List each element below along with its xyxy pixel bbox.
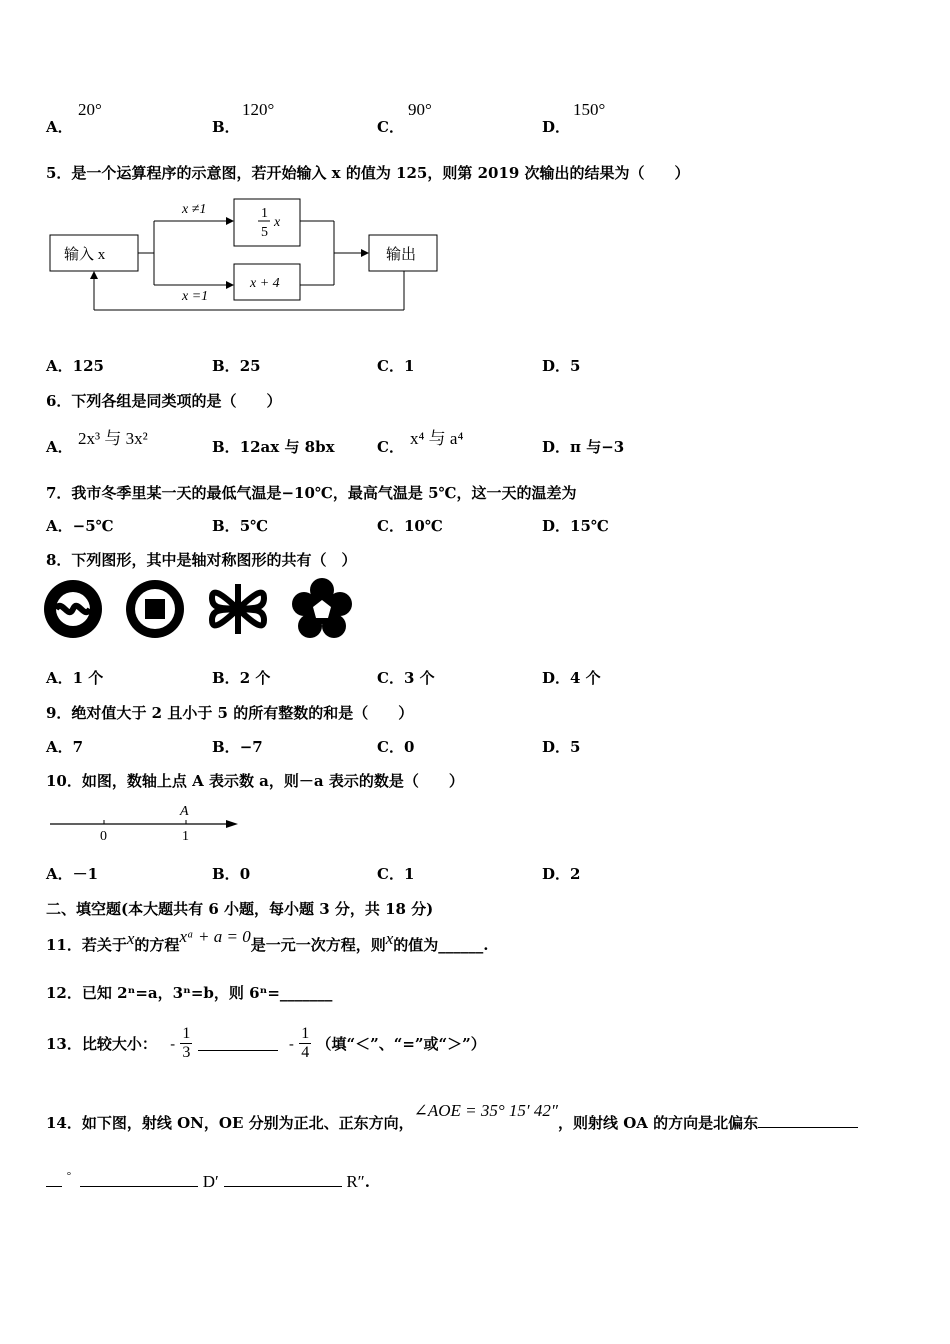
q12: 12．已知 2ⁿ=a，3ⁿ=b，则 6ⁿ=_______ [46, 984, 333, 1002]
q8-option-c: C．3 个 [377, 669, 435, 687]
flow-box-top-den: 5 [261, 225, 268, 240]
flow-input-label: 输入 x [64, 247, 106, 263]
q9-option-d: D．5 [542, 738, 581, 756]
flow-box-top-var: x [274, 215, 281, 230]
flow-output-label: 输出 [386, 247, 417, 263]
answer-second-mark: R″ [346, 1172, 365, 1191]
q5-option-b: B．25 [212, 357, 261, 375]
axis-tick-1: 1 [182, 829, 189, 844]
flow-box-bottom-label: x + 4 [250, 276, 280, 291]
q14-answer-line: ° D′ R″. [46, 1172, 370, 1192]
flow-box-top-num: 1 [261, 206, 268, 221]
q10-option-c: C．1 [377, 865, 415, 883]
q4-option-d-value: 150° [573, 100, 606, 119]
q10-number-line [46, 800, 246, 845]
q6-option-c-letter: C． [377, 438, 404, 456]
q8-figures [42, 576, 362, 646]
q6-option-b: B．12ax 与 8bx [212, 438, 335, 456]
axis-point-label: A [180, 804, 189, 819]
section-2-heading: 二、填空题(本大题共有 6 小题，每小题 3 分，共 18 分) [46, 900, 434, 918]
q4-option-b-letter: B． [212, 118, 240, 136]
q9-option-a: A．7 [46, 738, 84, 756]
q9-stem: 9．绝对值大于 2 且小于 5 的所有整数的和是（ ） [46, 704, 414, 722]
q7-option-c: C．10℃ [377, 517, 443, 535]
q6-option-c-value: x⁴ 与 a⁴ [410, 429, 464, 448]
q9-option-b: B．−7 [212, 738, 263, 756]
q7-stem: 7．我市冬季里某一天的最低气温是−10℃，最高气温是 5℃，这一天的温差为 [46, 484, 577, 502]
figure-3-icon [212, 584, 264, 634]
q9-option-c: C．0 [377, 738, 415, 756]
q8-option-a: A．1 个 [46, 669, 104, 687]
q14: 14．如下图，射线 ON，OE 分别为正北、正东方向，∠AOE = 35° 15′ 42″，则射线 OA 的方向是北偏东 [46, 1112, 858, 1133]
q4-option-c-letter: C． [377, 118, 404, 136]
q5-option-a: A．125 [46, 357, 104, 375]
q6-option-a-value: 2x³ 与 3x² [78, 429, 148, 448]
q6-stem: 6．下列各组是同类项的是（ ） [46, 392, 282, 410]
q10-stem: 10．如图，数轴上点 A 表示数 a，则－a 表示的数是（ ） [46, 772, 464, 790]
figure-2-icon [126, 580, 184, 638]
q11: 11．若关于x的方程xᵃ + a = 0是一元一次方程，则x的值为______. [46, 927, 489, 954]
flow-cond-top: x ≠1 [182, 202, 207, 217]
q8-stem: 8．下列图形，其中是轴对称图形的共有（ ） [46, 551, 357, 569]
q4-option-d-letter: D． [542, 118, 571, 136]
q10-option-d: D．2 [542, 865, 581, 883]
q6-option-a-letter: A． [46, 438, 73, 456]
q5-flowchart [40, 190, 450, 320]
q7-option-b: B．5℃ [212, 517, 269, 535]
figure-4-icon [292, 578, 352, 638]
q5-stem: 5．是一个运算程序的示意图，若开始输入 x 的值为 125，则第 2019 次输出的结果为（ ） [46, 164, 690, 182]
answer-blank-2[interactable] [224, 1172, 342, 1187]
figure-1-icon [44, 580, 102, 638]
answer-degree-mark: ° [66, 1170, 72, 1182]
q6-option-d: D．π 与−3 [542, 438, 625, 456]
q4-option-b-value: 120° [242, 100, 275, 119]
q4-option-c-value: 90° [408, 100, 432, 119]
q7-option-a: A．−5℃ [46, 517, 114, 535]
answer-minute-mark: D′ [202, 1172, 219, 1191]
q8-option-b: B．2 个 [212, 669, 271, 687]
q4-option-a-letter: A． [46, 118, 73, 136]
q10-option-b: B．0 [212, 865, 251, 883]
q10-option-a: A．－1 [46, 865, 99, 883]
q4-option-a-value: 20° [78, 100, 102, 119]
q13: 13．比较大小： - $\frac{1}{3}$ - $\frac{1}{4}$ （填“＜”、“=”或“＞”） [46, 1025, 486, 1061]
q5-option-c: C．1 [377, 357, 415, 375]
answer-blank-1[interactable] [80, 1172, 198, 1187]
q7-option-d: D．15℃ [542, 517, 609, 535]
flow-cond-bottom: x =1 [182, 289, 209, 304]
q8-option-d: D．4 个 [542, 669, 601, 687]
axis-tick-0: 0 [100, 829, 107, 844]
q5-option-d: D．5 [542, 357, 581, 375]
